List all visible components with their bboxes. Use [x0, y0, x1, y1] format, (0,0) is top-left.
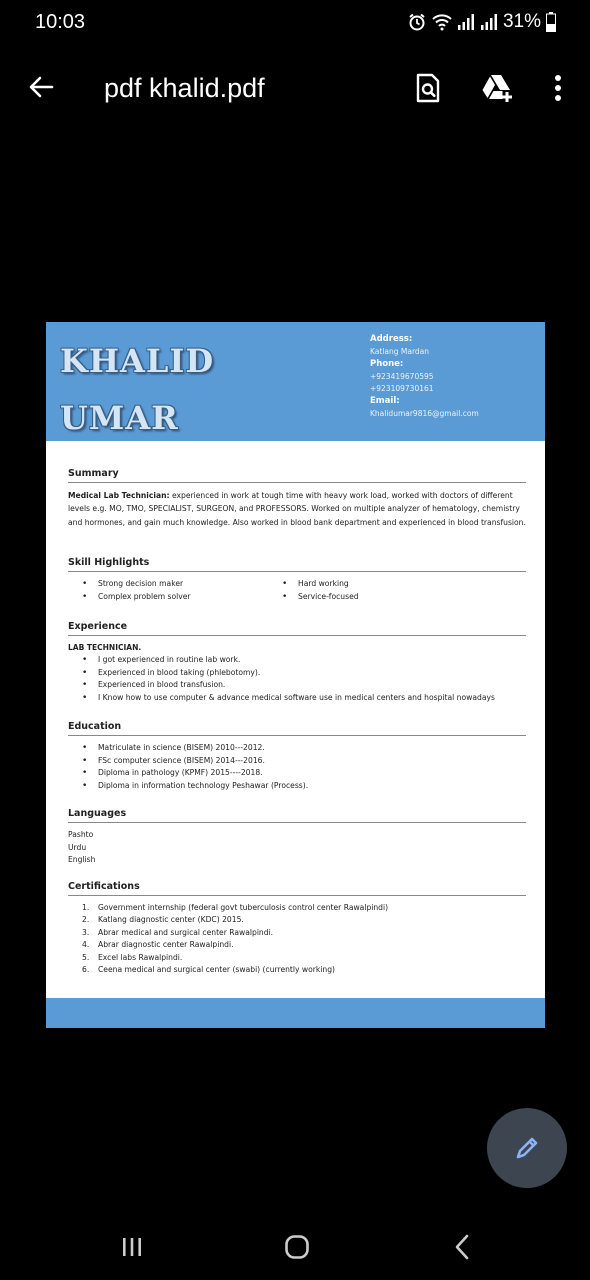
pdf-page[interactable] [46, 322, 545, 1028]
edit-button[interactable] [487, 1108, 567, 1188]
list-item: 2. Katlang diagnostic center (KDC) 2015. [82, 915, 244, 925]
wifi-icon [432, 13, 452, 31]
email-label: Email: [370, 396, 400, 406]
list-item: • Diploma in pathology (KPMF) 2015----2018. [82, 767, 526, 780]
certifications-section [68, 881, 526, 976]
summary-text [68, 489, 526, 529]
home-button[interactable] [275, 1229, 319, 1265]
signal-icon [457, 13, 475, 31]
skills-left [68, 578, 268, 603]
phone-label: Phone: [370, 359, 404, 369]
skills-section [68, 557, 526, 603]
list-item: • Diploma in information technology Peshawar (Process). [82, 780, 526, 793]
home-icon [284, 1234, 310, 1260]
experience-list [68, 654, 526, 705]
list-item: 3. Abrar medical and surgical center Rawalpindi. [82, 927, 274, 937]
education-list [68, 742, 526, 793]
education-section [68, 721, 526, 793]
experience-heading: Experience [68, 621, 526, 636]
education-heading: Education [68, 721, 526, 736]
experience-section [68, 621, 526, 705]
summary-lead: Medical Lab Technician: [68, 491, 170, 500]
skills-right [268, 578, 468, 603]
phone-value: +923419670595 [370, 372, 434, 381]
certifications-heading: Certifications [68, 881, 526, 896]
document-title: pdf khalid.pdf [104, 73, 265, 103]
list-item: • Strong decision maker [82, 578, 268, 591]
more-options-icon [554, 74, 562, 102]
languages-heading: Languages [68, 808, 526, 823]
add-to-drive-button[interactable] [478, 68, 518, 108]
back-icon [454, 1234, 470, 1260]
list-item: • I Know how to use computer & advance medical software use in medical centers and hospital nowadays [82, 692, 526, 705]
contact-block [370, 333, 540, 420]
certifications-list [68, 902, 526, 976]
experience-role: LAB TECHNICIAN. [68, 643, 142, 652]
languages-section [68, 808, 526, 867]
list-item: 5. Excel labs Rawalpindi. [82, 952, 183, 962]
list-item: • Experienced in blood taking (phlebotomy). [82, 667, 526, 680]
address-label: Address: [370, 334, 413, 344]
recent-apps-icon [120, 1236, 144, 1258]
status-bar [0, 0, 590, 44]
skills-heading: Skill Highlights [68, 557, 526, 572]
add-to-drive-icon [481, 73, 515, 103]
navigation-bar [0, 1215, 590, 1280]
search-document-icon [415, 73, 441, 103]
summary-section [68, 468, 526, 529]
battery-icon [546, 12, 556, 32]
list-item: • Service-focused [282, 591, 468, 604]
back-button[interactable] [22, 68, 60, 106]
summary-body: experienced in work at tough time with heavy work load, worked with doctors of different levels e.g. MO, TMO, SPECIALIST, SURGEON, and PROFESSORS. Worked on multiple analyzer of hematology, chemistry and hormones, and gain much knowledge. Also worked in blood bank department and experienced in blood transfusion. [68, 491, 526, 527]
list-item: • FSc computer science (BISEM) 2014---2016. [82, 755, 526, 768]
battery-text: 31% [502, 11, 541, 32]
language-item: Urdu [68, 842, 87, 852]
list-item: 4. Abrar diagnostic center Rawalpindi. [82, 940, 234, 950]
status-icons [407, 11, 556, 33]
recent-apps-button[interactable] [110, 1229, 154, 1265]
resume-last-name: UMAR [60, 399, 179, 437]
summary-heading: Summary [68, 468, 526, 483]
edit-pencil-icon [513, 1134, 541, 1162]
list-item: • Matriculate in science (BISEM) 2010---2012. [82, 742, 526, 755]
resume-first-name: KHALID [60, 342, 215, 380]
phone-value: +923109730161 [370, 384, 434, 393]
list-item: • Complex problem solver [82, 591, 268, 604]
more-options-button[interactable] [538, 68, 578, 108]
app-bar [0, 56, 590, 120]
list-item: 6. Ceena medical and surgical center (swabi) (currently working) [82, 965, 336, 975]
list-item: • Hard working [282, 578, 468, 591]
address-value: Katlang Mardan [370, 347, 430, 356]
language-item: English [68, 855, 96, 864]
resume-header [46, 322, 545, 441]
email-value: Khalidumar9816@gmail.com [370, 409, 479, 418]
signal-icon [480, 13, 498, 31]
language-item: Pashto [68, 830, 94, 839]
alarm-icon [407, 12, 427, 32]
skills-columns [68, 578, 526, 603]
list-item: 1. Government internship (federal govt tuberculosis control center Rawalpindi) [82, 903, 389, 912]
resume-footer-band [46, 998, 545, 1028]
nav-back-button[interactable] [440, 1229, 484, 1265]
list-item: • I got experienced in routine lab work. [82, 654, 526, 667]
list-item: • Experienced in blood transfusion. [82, 679, 526, 692]
back-arrow-icon [28, 75, 54, 99]
status-time: 10:03 [35, 11, 86, 33]
search-document-button[interactable] [408, 68, 448, 108]
